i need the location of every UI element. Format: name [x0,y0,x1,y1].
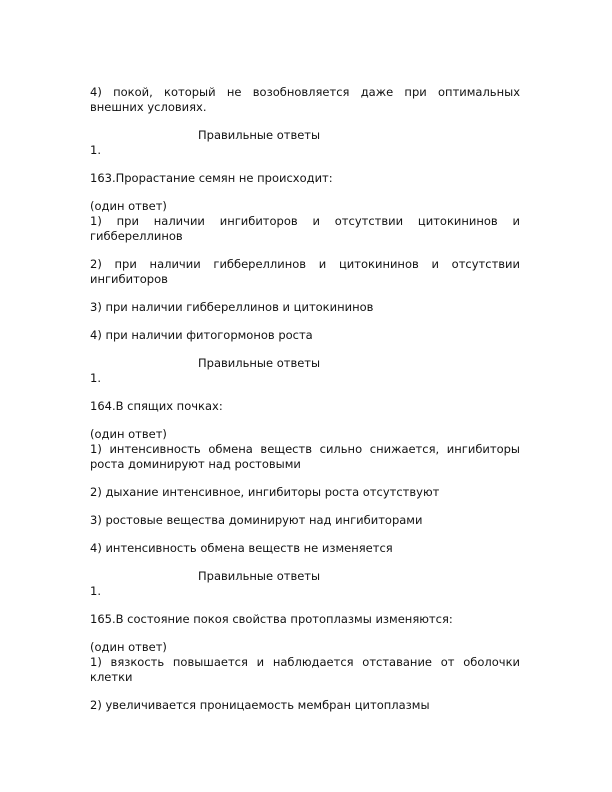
option-4: 4) интенсивность обмена веществ не изменяется [90,541,393,555]
correct-answers-title: Правильные ответы [198,356,321,370]
option-2: 2) дыхание интенсивное, ингибиторы роста отсутствуют [90,485,440,499]
question-165: 165.В состояние покоя свойства протоплазмы изменяются: [90,612,453,626]
option-1: 1) вязкость повышается и наблюдается отставание от оболочки клетки [90,655,520,684]
option-2: 2) увеличивается проницаемость мембран цитоплазмы [90,698,430,712]
question-164: 164.В спящих почках: [90,399,223,413]
option-2: 2) при наличии гиббереллинов и цитокининов и отсутствии ингибиторов [90,257,520,286]
option-1: 1) интенсивность обмена веществ сильно снижается, ингибиторы роста доминируют над ростовыми [90,442,520,471]
document-page [90,85,520,713]
option-1: 1) при наличии ингибиторов и отсутствии цитокининов и гиббереллинов [90,214,520,243]
correct-answer-number: 1. [90,143,101,157]
option-3: 3) при наличии гиббереллинов и цитокининов [90,300,374,314]
option-3: 3) ростовые вещества доминируют над ингибиторами [90,513,423,527]
question-163: 163.Прорастание семян не происходит: [90,171,333,185]
answer-mode: (один ответ) [90,427,167,441]
answer-mode: (один ответ) [90,199,167,213]
option-text: 4) покой, который не возобновляется даже при оптимальных внешних условиях. [90,85,520,114]
correct-answers-title: Правильные ответы [198,128,321,142]
option-4: 4) при наличии фитогормонов роста [90,328,313,342]
correct-answer-number: 1. [90,584,101,598]
correct-answers-title: Правильные ответы [198,569,321,583]
answer-mode: (один ответ) [90,640,167,654]
correct-answer-number: 1. [90,371,101,385]
